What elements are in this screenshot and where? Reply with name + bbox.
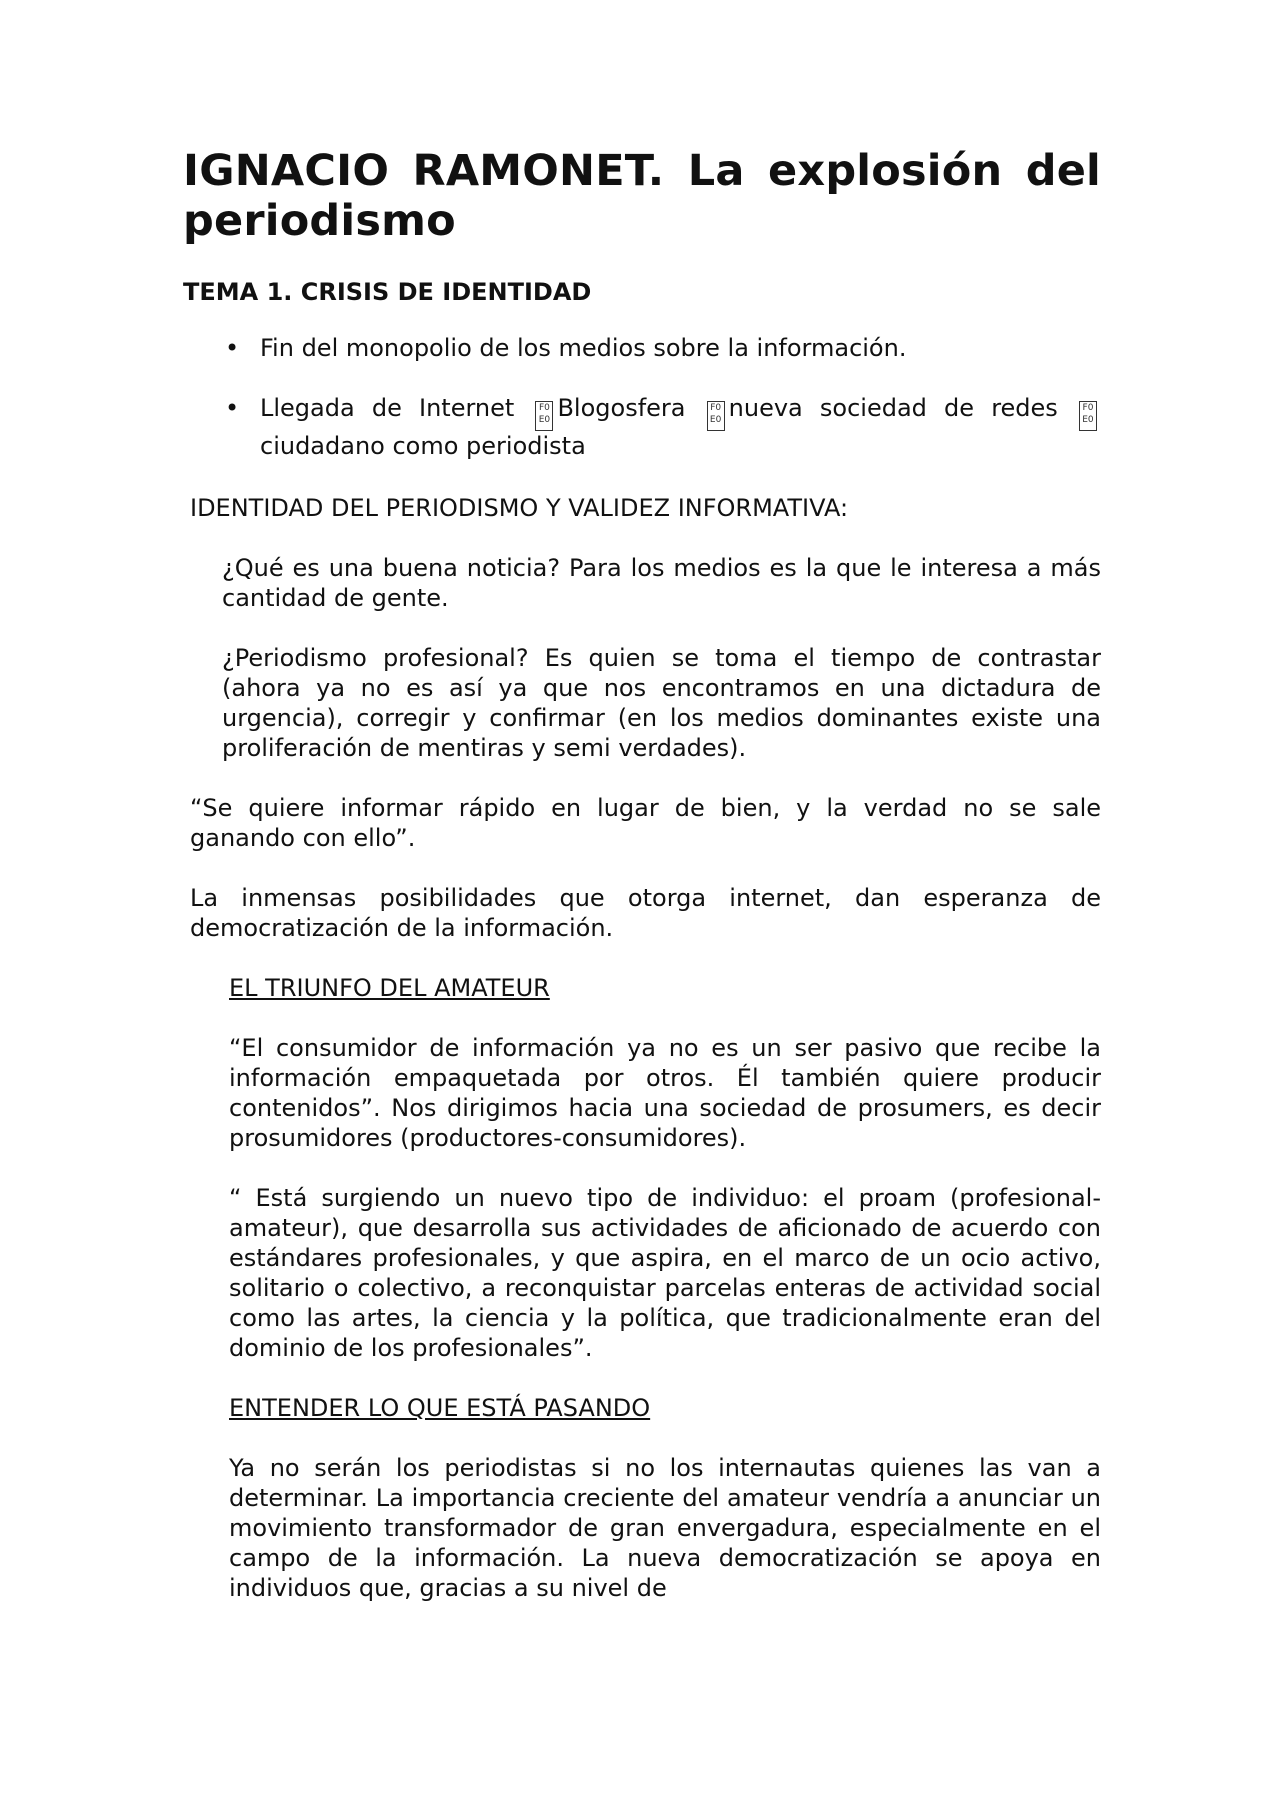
bullet-icon: • — [225, 334, 240, 362]
bullet-text: Llegada de Internet — [260, 394, 515, 422]
paragraph-buena-noticia: ¿Qué es una buena noticia? Para los medios es la que le interesa a más cantidad de gente. — [222, 554, 1101, 612]
document-title: IGNACIO RAMONET. La explosión del periodismo — [183, 146, 1101, 246]
document-content — [183, 146, 1101, 1603]
bullet-list — [183, 333, 1101, 461]
heading-amateur-text: EL TRIUNFO DEL AMATEUR — [229, 974, 550, 1002]
missing-glyph-icon: F0 E0 — [707, 401, 725, 431]
paragraph-quote-rapido: “Se quiere informar rápido en lugar de bien, y la verdad no se sale ganando con ello”. — [190, 794, 1101, 852]
heading-identidad: IDENTIDAD DEL PERIODISMO Y VALIDEZ INFORMATIVA: — [190, 494, 849, 522]
missing-glyph-icon: F0 E0 — [1079, 401, 1097, 431]
bullet-text: ciudadano como periodista — [260, 432, 586, 460]
bullet-icon: • — [225, 394, 240, 422]
list-item — [183, 333, 1101, 363]
heading-entender — [183, 1393, 1101, 1423]
bullet-text: nueva sociedad de redes — [728, 394, 1058, 422]
bullet-text: Fin del monopolio de los medios sobre la información. — [260, 334, 907, 362]
list-item — [183, 393, 1101, 461]
paragraph-periodismo-profesional: ¿Periodismo profesional? Es quien se toma el tiempo de contrastar (ahora ya no es así ya que nos encontramos en una dictadura de urgencia), corregir y confirmar (en los medios dominantes existe una proliferación de mentiras y semi verdades). — [222, 644, 1101, 762]
paragraph-internautas: Ya no serán los periodistas si no los internautas quienes las van a determinar. La importancia creciente del amateur vendría a anunciar un movimiento transformador de gran envergadura, especialmente en el campo de la información. La nueva democratización se apoya en individuos que, gracias a su nivel de — [229, 1454, 1101, 1602]
bullet-text: Blogosfera — [557, 394, 686, 422]
section-heading-tema: TEMA 1. CRISIS DE IDENTIDAD — [183, 278, 592, 306]
heading-amateur — [183, 973, 1101, 1003]
missing-glyph-icon: F0 E0 — [535, 401, 553, 431]
heading-entender-text: ENTENDER LO QUE ESTÁ PASANDO — [229, 1394, 651, 1422]
paragraph-consumidor: “El consumidor de información ya no es un ser pasivo que recibe la información empaquetada por otros. Él también quiere producir contenidos”. Nos dirigimos hacia una sociedad de prosumers, es decir prosumidores (productores-consumidores). — [229, 1034, 1101, 1152]
paragraph-posibilidades: La inmensas posibilidades que otorga internet, dan esperanza de democratización de la información. — [190, 884, 1101, 942]
paragraph-proam: “ Está surgiendo un nuevo tipo de individuo: el proam (profesional-amateur), que desarrolla sus actividades de aficionado de acuerdo con estándares profesionales, y que aspira, en el marco de un ocio activo, solitario o colectivo, a reconquistar parcelas enteras de actividad social como las artes, la ciencia y la política, que tradicionalmente eran del dominio de los profesionales”. — [229, 1184, 1101, 1362]
